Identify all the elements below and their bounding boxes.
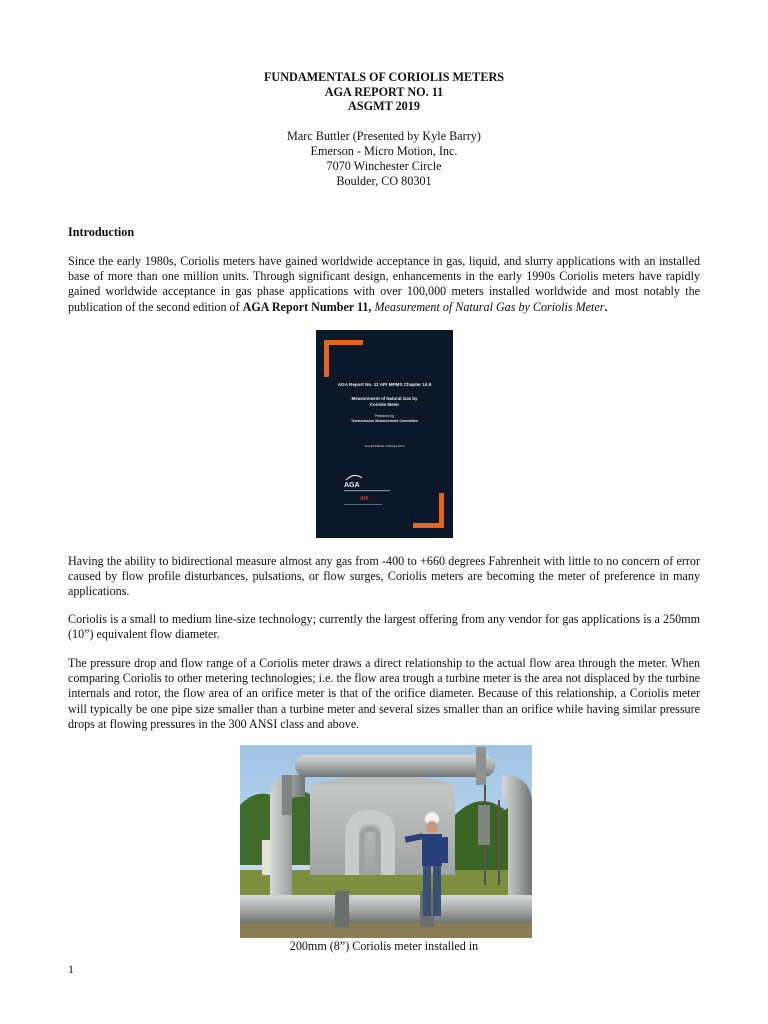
api-logo-text: API xyxy=(360,496,369,502)
title-line-3: ASGMT 2019 xyxy=(348,99,420,113)
author-street: 7070 Winchester Circle xyxy=(326,159,442,173)
figure-caption: 200mm (8”) Coriolis meter installed in xyxy=(289,939,479,953)
aga-api-logo xyxy=(340,470,396,510)
aga-report-cover-image xyxy=(316,330,453,538)
document-title xyxy=(0,70,768,114)
intro-report-name: AGA Report Number 11, xyxy=(242,299,372,314)
intro-heading: Introduction xyxy=(68,225,135,239)
author-city: Boulder, CO 80301 xyxy=(336,174,432,188)
cover-orange-bracket-top xyxy=(324,340,363,377)
paragraph-pressure-drop: The pressure drop and flow range of a Coriolis meter draws a direct relationship to the actual flow area through the meter. When comparing Coriolis to other metering technologies; i.e. the flow area trough a turbine meter is the area not displaced by the turbine internals and rotor, the flow area of an orifice meter is that of the orifice diameter. Because of this relationship, a Coriolis meter will typically be one pipe size smaller than a turbine meter and several sizes smaller than an orifice while having similar pressure drops at flowing pressures in the 300 ANSI class and above. xyxy=(68,656,700,731)
cover-title-line-1: Measurement of Natural Gas by xyxy=(351,396,418,401)
intro-paragraph xyxy=(68,254,700,315)
cover-edition: Second Edition, February 2013 xyxy=(364,444,405,448)
cover-report-number: AGA Report No. 11 API MPMS Chapter 14.9 xyxy=(337,382,432,387)
intro-period: . xyxy=(604,299,608,314)
coriolis-meter-photo xyxy=(240,745,532,938)
page-number: 1 xyxy=(68,962,74,976)
cover-orange-bracket-bottom xyxy=(413,493,444,528)
author-name: Marc Buttler (Presented by Kyle Barry) xyxy=(287,129,481,143)
paragraph-line-size: Coriolis is a small to medium line-size technology; currently the largest offering from any vendor for gas applications is a 250mm (10”) equivalent flow diameter. xyxy=(68,612,700,642)
intro-text: Since the early 1980s, Coriolis meters have gained worldwide acceptance in gas, liquid, and slurry applications with an installed base of more than one million units. Through significant design, enhancements in the early 1990s Coriolis meters have rapidly gained worldwide acceptance in gas phase applications with over 100,000 meters installed worldwide and most notably the publication of the second edition of xyxy=(68,254,700,314)
aga-logo-text: AGA xyxy=(344,482,360,489)
intro-report-title: Measurement of Natural Gas by Coriolis Meter xyxy=(371,299,605,314)
paragraph-bidirectional: Having the ability to bidirectional measure almost any gas from -400 to +660 degrees Fahrenheit with little to no concern of error caused by flow profile disturbances, pulsations, or flow surges, Coriolis meters are becoming the meter of preference in many applications. xyxy=(68,554,700,599)
author-company: Emerson - Micro Motion, Inc. xyxy=(310,144,458,158)
cover-prepared-by xyxy=(316,414,453,424)
cover-prepared-label: Prepared by xyxy=(374,414,395,418)
cover-title-line-2: Coriolis Meter xyxy=(369,402,400,407)
cover-title xyxy=(316,396,453,408)
author-block xyxy=(0,129,768,189)
title-line-1: FUNDAMENTALS OF CORIOLIS METERS xyxy=(263,70,505,84)
cover-committee: Transmission Measurement Committee xyxy=(351,419,418,423)
title-line-2: AGA REPORT NO. 11 xyxy=(324,84,444,99)
